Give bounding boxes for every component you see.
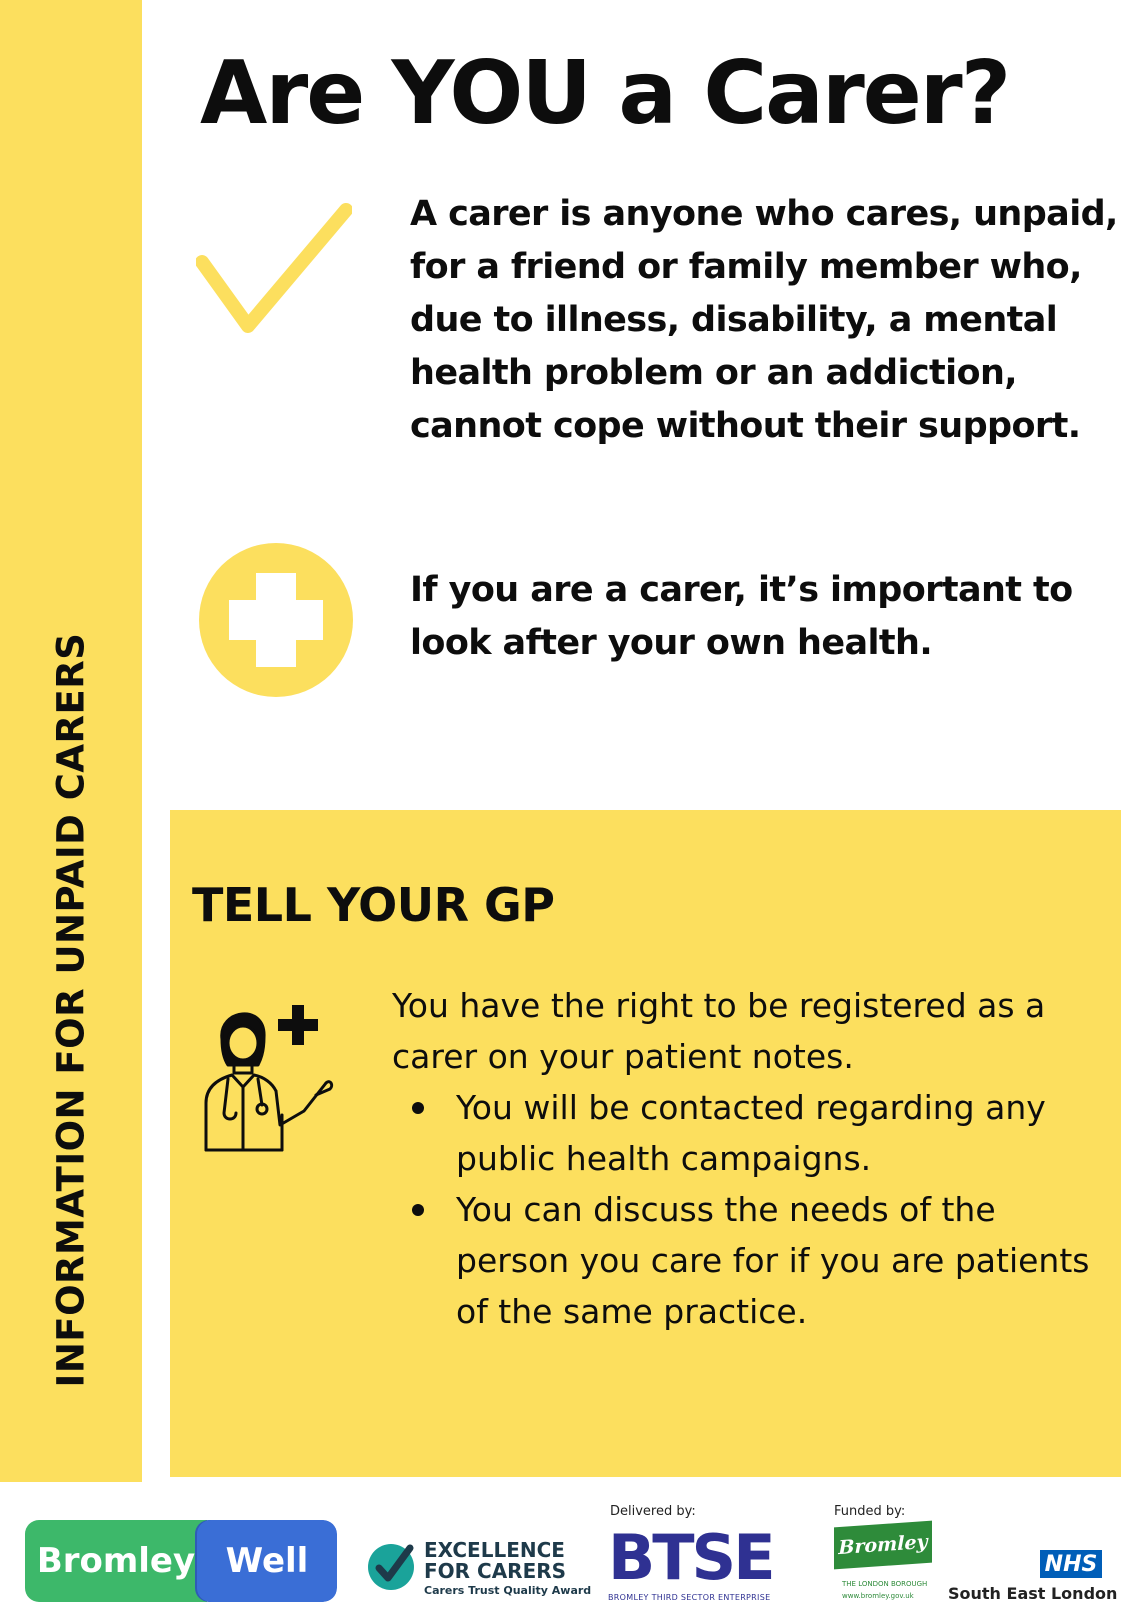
funded-by-label: Funded by: [834,1504,906,1519]
list-item [456,1184,1096,1337]
bromley-council-sub2: www.bromley.gov.uk [842,1592,914,1600]
checkmark-icon [196,200,352,336]
footer-logos [0,1482,1140,1617]
excellence-for-carers-logo [366,1534,592,1604]
gp-bullet-list [456,1082,1096,1337]
excellence-check-icon [366,1542,416,1592]
bromley-well-logo [25,1520,337,1602]
excellence-subtitle: Carers Trust Quality Award [424,1584,592,1597]
bullet-icon [412,1204,424,1216]
plus-circle-icon [199,543,353,697]
nhs-subtitle: South East London [948,1584,1118,1603]
bromley-council-sub1: THE LONDON BOROUGH [842,1580,928,1588]
sidebar-vertical-title: INFORMATION FOR UNPAID CARERS [49,632,93,1388]
btse-logo: BTSE [608,1521,773,1594]
carer-definition: A carer is anyone who cares, unpaid, for a friend or family member who, due to illness, disability, a mental health problem or an addiction, cannot cope without their support. [410,194,1118,446]
excellence-line2: FOR CARERS [424,1559,567,1583]
page-title: Are YOU a Carer? [200,42,1010,144]
excellence-line1: EXCELLENCE [424,1538,565,1562]
gp-heading: TELL YOUR GP [192,878,555,932]
gp-panel [170,810,1121,1477]
bullet-icon [412,1102,424,1114]
bromley-council-logo: Bromley [834,1521,932,1570]
bromley-well-logo-left: Bromley [25,1520,207,1602]
gp-intro: You have the right to be registered as a carer on your patient notes. [392,986,1046,1076]
list-item-text: You can discuss the needs of the person you care for if you are patients of the same practice. [456,1190,1090,1331]
nhs-logo: NHS [1040,1550,1102,1578]
list-item-text: You will be contacted regarding any public health campaigns. [456,1088,1046,1178]
doctor-icon [188,995,338,1155]
list-item [456,1082,1096,1184]
btse-subtitle: BROMLEY THIRD SECTOR ENTERPRISE [608,1593,771,1602]
bromley-well-logo-right: Well [197,1520,337,1602]
health-note: If you are a carer, it’s important to look after your own health. [410,570,1073,663]
delivered-by-label: Delivered by: [610,1504,696,1519]
sidebar-band [0,0,142,1482]
